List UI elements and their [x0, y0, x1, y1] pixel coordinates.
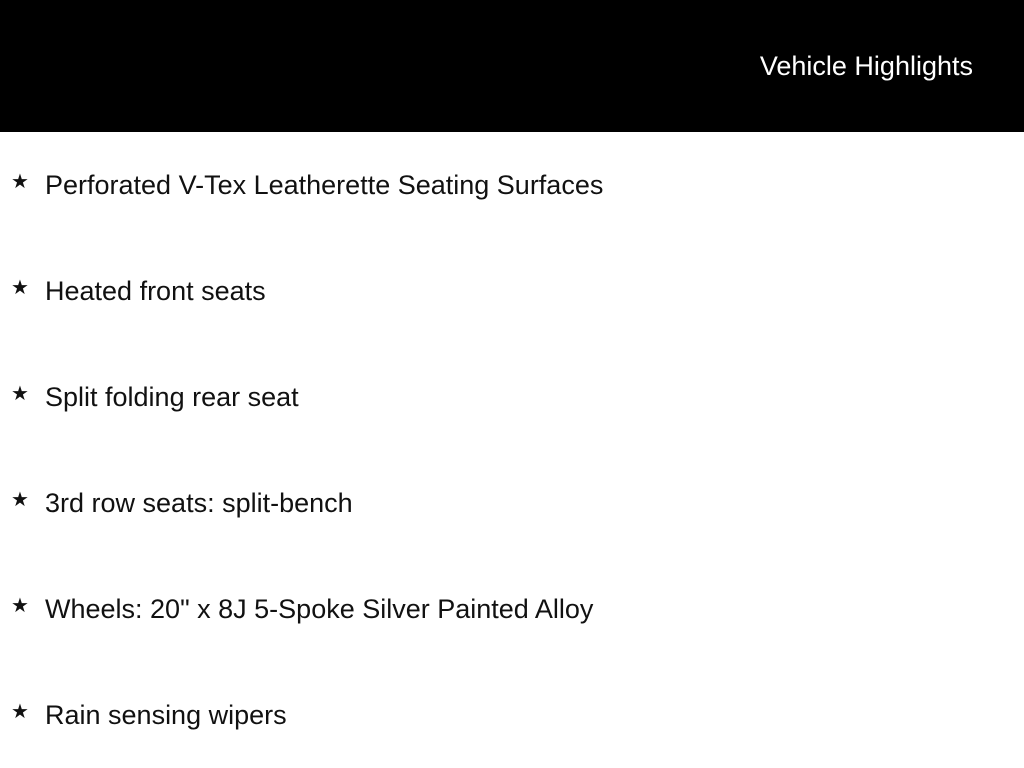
highlights-list [0, 132, 1024, 768]
list-item [0, 132, 1024, 238]
star-icon: ★ [11, 593, 29, 617]
star-icon: ★ [11, 275, 29, 299]
list-item [0, 450, 1024, 556]
star-icon: ★ [11, 169, 29, 193]
star-icon: ★ [11, 487, 29, 511]
list-item [0, 344, 1024, 450]
highlight-label: 3rd row seats: split-bench [45, 488, 353, 518]
highlight-label: Wheels: 20" x 8J 5-Spoke Silver Painted Alloy [45, 594, 594, 624]
list-item [0, 662, 1024, 768]
highlight-label: Perforated V-Tex Leatherette Seating Surfaces [45, 170, 604, 200]
list-item [0, 238, 1024, 344]
highlight-label: Rain sensing wipers [45, 700, 287, 730]
list-item [0, 556, 1024, 662]
star-icon: ★ [11, 381, 29, 405]
highlight-label: Split folding rear seat [45, 382, 299, 412]
star-icon: ★ [11, 699, 29, 723]
highlight-label: Heated front seats [45, 276, 266, 306]
page-title: Vehicle Highlights [759, 51, 973, 81]
header-bar [0, 0, 1024, 132]
